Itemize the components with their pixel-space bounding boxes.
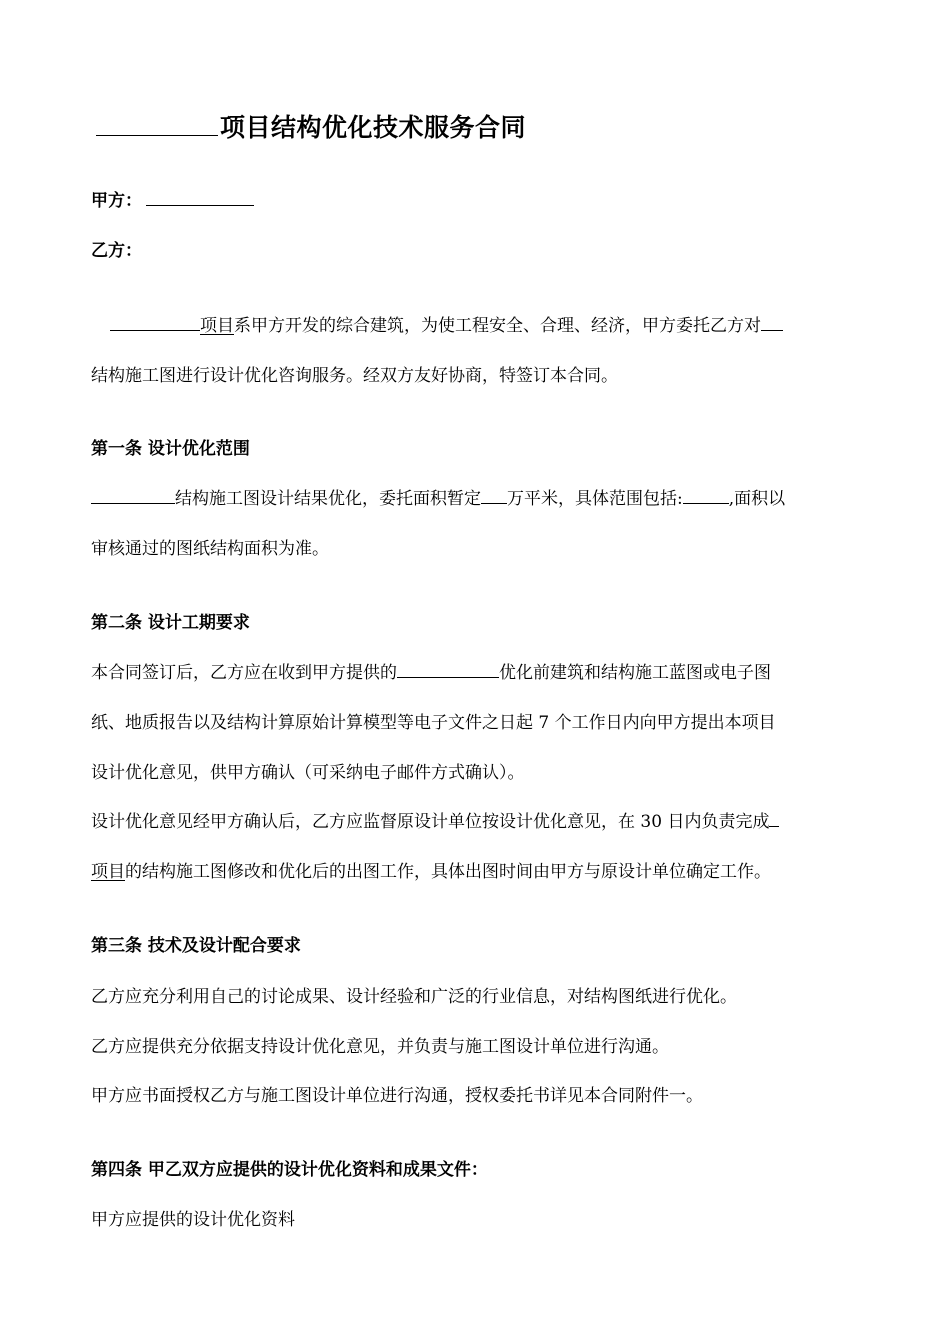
document-title [96,108,526,144]
intro-line-2 [91,364,618,388]
project-name-blank [110,329,200,331]
article-1-text-a: 结构施工图设计结果优化，委托面积暂定 [175,489,481,509]
article-2-line-1 [91,661,771,685]
article-3-heading [91,934,301,958]
article-2-project-word: 项目 [91,862,125,882]
area-blank [481,502,507,504]
article-2-line-4 [91,810,779,834]
article-1-text-c: ,面积以 [728,489,786,509]
scope-blank-1 [91,502,175,504]
article-2-text-3: 设计优化意见，供甲方确认（可采纳电子邮件方式确认）。 [91,763,525,783]
article-2-text-4: 设计优化意见经甲方确认后，乙方应监督原设计单位按设计优化意见，在 30 日内负责完成 [91,812,770,832]
article-4-text-1: 甲方应提供的设计优化资料 [91,1210,295,1230]
article-2-line-2 [91,711,776,735]
intro-project-word: 项目 [200,316,234,336]
article-3-heading-text: 第三条 技术及设计配合要求 [91,936,301,956]
article-1-heading-text: 第一条 设计优化范围 [91,439,250,459]
intro-text-2: 结构施工图进行设计优化咨询服务。经双方友好协商，特签订本合同。 [91,366,618,386]
scope-blank-2 [683,502,729,504]
article-3-line-2 [91,1035,669,1059]
article-4-heading [91,1158,488,1182]
article-2-line-3 [91,761,525,785]
party-b-label: 乙方： [91,241,142,261]
article-2-line-5 [91,860,771,884]
article-1-line-2 [91,537,329,561]
article-2-heading [91,611,250,635]
article-2-heading-text: 第二条 设计工期要求 [91,613,250,633]
party-a-label: 甲方： [91,191,142,211]
article-1-text-b: 万平米，具体范围包括: [507,489,683,509]
article-1-line-1 [91,487,785,511]
intro-blank-2 [761,329,783,331]
article-2-text-2: 纸、地质报告以及结构计算原始计算模型等电子文件之日起 7 个工作日内向甲方提出本项目 [91,713,776,733]
article-1-text-2: 审核通过的图纸结构面积为准。 [91,539,329,559]
party-a-blank [146,204,254,206]
article-3-text-2: 乙方应提供充分依据支持设计优化意见，并负责与施工图设计单位进行沟通。 [91,1037,669,1057]
article-3-text-3: 甲方应书面授权乙方与施工图设计单位进行沟通，授权委托书详见本合同附件一。 [91,1086,703,1106]
article-2-text-1b: 优化前建筑和结构施工蓝图或电子图 [499,663,771,683]
period-blank [397,676,499,678]
article-3-line-1 [91,985,737,1009]
intro-text-1: 系甲方开发的综合建筑，为使工程安全、合理、经济，甲方委托乙方对 [234,316,761,336]
intro-line-1 [110,314,783,338]
article-1-heading [91,437,250,461]
article-2-text-5: 的结构施工图修改和优化后的出图工作，具体出图时间由甲方与原设计单位确定工作。 [125,862,771,882]
party-a-line [91,189,254,213]
completion-blank [769,825,779,827]
party-b-line [91,239,142,263]
article-3-text-1: 乙方应充分利用自己的讨论成果、设计经验和广泛的行业信息，对结构图纸进行优化。 [91,987,737,1007]
title-text: 项目结构优化技术服务合同 [220,113,527,142]
title-blank [96,134,218,136]
article-4-heading-text: 第四条 甲乙双方应提供的设计优化资料和成果文件： [91,1160,488,1180]
article-3-line-3 [91,1084,703,1108]
article-2-text-1a: 本合同签订后，乙方应在收到甲方提供的 [91,663,397,683]
article-4-line-1 [91,1208,295,1232]
